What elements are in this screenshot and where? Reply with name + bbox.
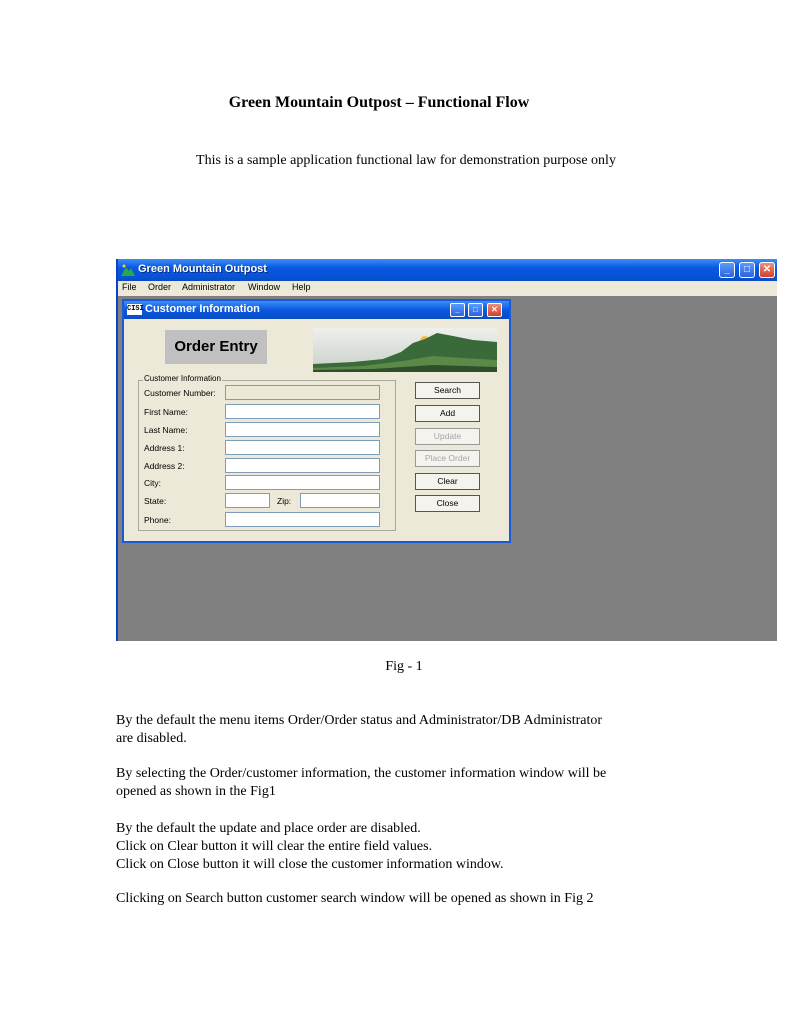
close-window-button[interactable]: Close — [415, 495, 480, 512]
app-logo-icon — [121, 264, 135, 276]
first-name-label: First Name: — [144, 407, 188, 417]
group-label: Customer Information — [144, 374, 221, 383]
first-name-field[interactable] — [225, 404, 380, 419]
maximize-button[interactable] — [739, 262, 755, 278]
customer-number-label: Customer Number: — [144, 388, 216, 398]
paragraph-line: Clicking on Search button customer search window will be opened as shown in Fig 2 — [116, 891, 594, 906]
paragraph-line: By the default the menu items Order/Order status and Administrator/DB Administrator — [116, 713, 603, 728]
child-maximize-button[interactable] — [468, 303, 483, 317]
address-1-field[interactable] — [225, 440, 380, 455]
update-button: Update — [415, 428, 480, 445]
document-title: Green Mountain Outpost – Functional Flow — [228, 94, 530, 111]
app-titlebar[interactable] — [118, 259, 777, 281]
child-minimize-button[interactable] — [450, 303, 465, 317]
paragraph-line: are disabled. — [116, 731, 187, 746]
address-2-field[interactable] — [225, 458, 380, 473]
last-name-field[interactable] — [225, 422, 380, 437]
close-button[interactable] — [759, 262, 775, 278]
phone-field[interactable] — [225, 512, 380, 527]
city-field[interactable] — [225, 475, 380, 490]
menu-order[interactable]: Order — [148, 282, 172, 292]
figure-caption: Fig - 1 — [385, 659, 423, 674]
paragraph-line: By the default the update and place order are disabled. — [116, 821, 421, 836]
search-button[interactable]: Search — [415, 382, 480, 399]
clear-button[interactable]: Clear — [415, 473, 480, 490]
customer-information-window — [122, 299, 511, 543]
phone-label: Phone: — [144, 515, 171, 525]
paragraph-line: By selecting the Order/customer information, the customer information window will be — [116, 766, 607, 781]
cisi-icon: CISI — [127, 305, 144, 313]
menu-file[interactable]: File — [122, 282, 137, 292]
child-close-button[interactable] — [487, 303, 502, 317]
document-subtitle: This is a sample application functional law for demonstration purpose only — [196, 153, 616, 168]
close-icon: ✕ — [762, 264, 772, 275]
order-entry-banner: Order Entry — [165, 330, 267, 364]
mountain-landscape-image — [313, 328, 497, 372]
zip-label: Zip: — [277, 496, 292, 506]
maximize-icon: □ — [743, 264, 751, 275]
menu-administrator[interactable]: Administrator — [182, 282, 236, 292]
paragraph-3 — [116, 820, 716, 874]
paragraph-4 — [116, 890, 716, 908]
minimize-button[interactable] — [719, 262, 735, 278]
state-field[interactable] — [225, 493, 270, 508]
last-name-label: Last Name: — [144, 425, 188, 435]
close-icon: ✕ — [491, 305, 498, 314]
place-order-button: Place Order — [415, 450, 480, 467]
customer-information-group — [138, 380, 396, 531]
app-window — [116, 259, 777, 641]
city-label: City: — [144, 478, 161, 488]
customer-number-field — [225, 385, 380, 400]
address-1-label: Address 1: — [144, 443, 185, 453]
menu-bar — [118, 281, 777, 296]
customer-window-titlebar[interactable] — [124, 301, 509, 319]
paragraph-line: opened as shown in the Fig1 — [116, 784, 276, 799]
menu-help[interactable]: Help — [292, 282, 311, 292]
app-title: Green Mountain Outpost — [138, 263, 267, 275]
zip-field[interactable] — [300, 493, 380, 508]
paragraph-line: Click on Clear button it will clear the entire field values. — [116, 839, 433, 854]
minimize-icon: _ — [455, 305, 460, 314]
paragraph-line: Click on Close button it will close the customer information window. — [116, 857, 504, 872]
paragraph-1 — [116, 712, 716, 748]
address-2-label: Address 2: — [144, 461, 185, 471]
state-label: State: — [144, 496, 167, 506]
paragraph-2 — [116, 765, 716, 801]
minimize-icon: _ — [724, 264, 730, 275]
add-button[interactable]: Add — [415, 405, 480, 422]
menu-window[interactable]: Window — [248, 282, 281, 292]
customer-window-title: Customer Information — [145, 303, 260, 315]
maximize-icon: □ — [473, 305, 478, 314]
